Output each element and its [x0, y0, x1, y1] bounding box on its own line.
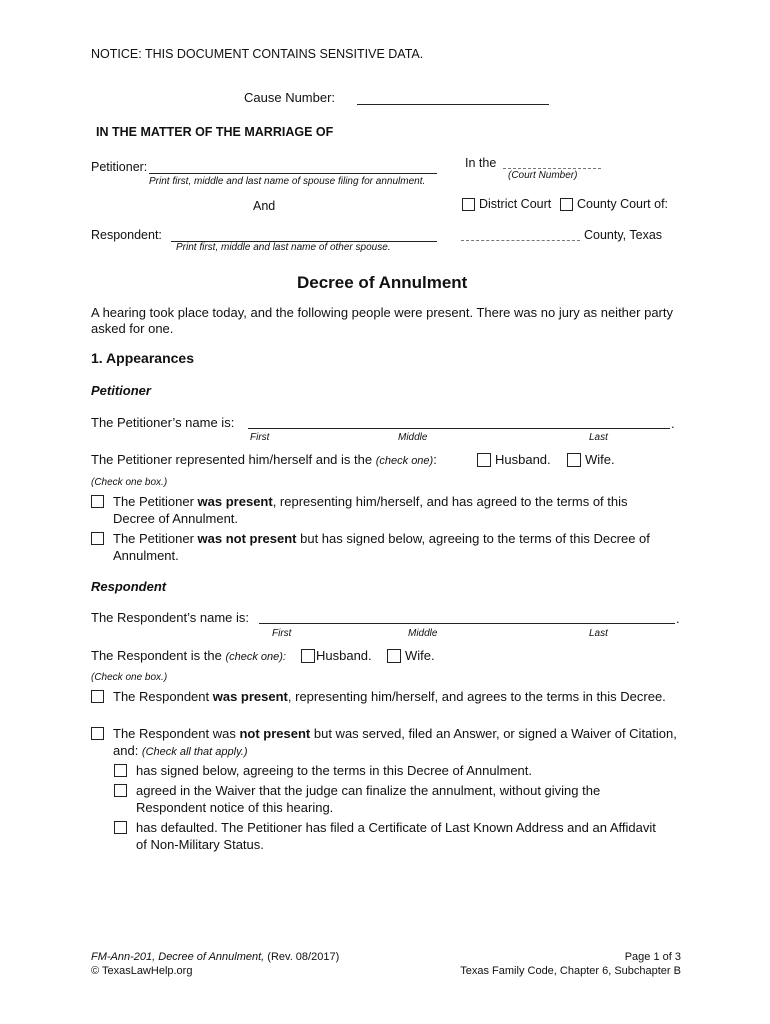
petitioner-present-text-pre: The Petitioner	[113, 494, 198, 509]
respondent-full-name-field[interactable]	[259, 623, 675, 624]
county-field[interactable]	[461, 240, 580, 241]
petitioner-colon: :	[433, 452, 437, 467]
county-court-label: County Court of:	[577, 197, 669, 211]
petitioner-last-label: Last	[589, 432, 608, 443]
footer-form-id-line	[91, 951, 339, 963]
petitioner-present-option	[113, 493, 673, 527]
petitioner-heading: Petitioner	[91, 383, 151, 398]
petitioner-full-name-field[interactable]	[248, 428, 670, 429]
petitioner-not-present-option	[113, 530, 678, 564]
respondent-hint: Print first, middle and last name of other spouse.	[176, 242, 391, 253]
petitioner-name-field[interactable]	[149, 173, 437, 174]
footer-form-id: FM-Ann-201, Decree of Annulment,	[91, 951, 265, 963]
petitioner-present-text-bold: was present	[197, 494, 273, 509]
respondent-name-period: .	[676, 611, 680, 626]
petitioner-name-period: .	[671, 416, 675, 431]
respondent-not-present-checkbox[interactable]	[91, 727, 104, 740]
in-the-label: In the	[465, 156, 497, 170]
petitioner-represented-line	[91, 452, 437, 467]
respondent-present-text-post: , representing him/herself, and agrees to the terms in this Decree.	[287, 689, 666, 704]
respondent-present-option	[113, 688, 673, 705]
petitioner-name-label: The Petitioner’s name is:	[91, 415, 235, 430]
respondent-last-label: Last	[589, 628, 608, 639]
respondent-waiver-option: agreed in the Waiver that the judge can finalize the annulment, without giving the Respondent notice of this hearing.	[136, 783, 601, 815]
district-court-label: District Court	[479, 197, 552, 211]
respondent-label: Respondent:	[91, 228, 162, 242]
respondent-is-the-label: The Respondent is the	[91, 648, 222, 663]
petitioner-present-checkbox[interactable]	[91, 495, 104, 508]
respondent-middle-label: Middle	[408, 628, 438, 639]
document-title: Decree of Annulment	[297, 273, 468, 292]
respondent-check-one-inline: (check one):	[225, 651, 286, 663]
respondent-wife-label: Wife.	[405, 648, 435, 663]
respondent-first-label: First	[272, 628, 292, 639]
petitioner-present-text-post: , representing him/herself, and has agreed to the terms of this Decree of Annulment.	[113, 494, 628, 526]
footer-code-reference: Texas Family Code, Chapter 6, Subchapter B	[460, 965, 681, 977]
respondent-check-one-box-hint: (Check one box.)	[91, 672, 168, 683]
petitioner-first-label: First	[250, 432, 270, 443]
district-court-checkbox[interactable]	[462, 198, 475, 211]
petitioner-husband-checkbox[interactable]	[477, 453, 491, 467]
petitioner-not-present-checkbox[interactable]	[91, 532, 104, 545]
respondent-present-text-pre: The Respondent	[113, 689, 213, 704]
respondent-not-present-text-pre: The Respondent was	[113, 726, 240, 741]
petitioner-not-present-text-post: but has signed below, agreeing to the terms of this Decree of Annulment.	[113, 531, 650, 563]
county-court-checkbox[interactable]	[560, 198, 573, 211]
and-label: And	[253, 199, 276, 213]
petitioner-wife-label: Wife.	[585, 452, 615, 467]
petitioner-not-present-text-bold: was not present	[197, 531, 297, 546]
respondent-husband-label: Husband.	[316, 648, 372, 663]
respondent-check-all-hint: (Check all that apply.)	[141, 746, 248, 758]
respondent-is-the-line	[91, 648, 286, 663]
respondent-signed-option: has signed below, agreeing to the terms in this Decree of Annulment.	[136, 763, 533, 778]
petitioner-check-one-box-hint: (Check one box.)	[91, 477, 168, 488]
petitioner-wife-checkbox[interactable]	[567, 453, 581, 467]
petitioner-hint: Print first, middle and last name of spouse filing for annulment.	[149, 176, 426, 187]
cause-number-field[interactable]	[357, 104, 549, 105]
respondent-heading: Respondent	[91, 579, 167, 594]
respondent-husband-checkbox[interactable]	[301, 649, 315, 663]
respondent-not-present-text-post: but was served, filed an Answer, or signed a Waiver of Citation, and:	[113, 726, 677, 758]
footer-page-number: Page 1 of 3	[624, 951, 681, 963]
petitioner-represented-label: The Petitioner represented him/herself and is the	[91, 452, 373, 467]
court-number-field[interactable]	[503, 168, 601, 169]
section-appearances-heading: 1. Appearances	[91, 350, 194, 366]
respondent-not-present-text-bold: not present	[239, 726, 311, 741]
respondent-present-checkbox[interactable]	[91, 690, 104, 703]
court-number-hint: (Court Number)	[508, 170, 578, 181]
petitioner-husband-label: Husband.	[495, 452, 551, 467]
petitioner-label: Petitioner:	[91, 160, 148, 174]
matter-heading: IN THE MATTER OF THE MARRIAGE OF	[96, 125, 334, 139]
footer-copyright: © TexasLawHelp.org	[91, 965, 193, 977]
respondent-present-text-bold: was present	[212, 689, 288, 704]
respondent-wife-checkbox[interactable]	[387, 649, 401, 663]
respondent-not-present-option	[113, 725, 678, 761]
petitioner-check-one-inline: (check one)	[375, 455, 434, 467]
respondent-defaulted-checkbox[interactable]	[114, 821, 127, 834]
footer-rev: (Rev. 08/2017)	[264, 951, 340, 963]
respondent-defaulted-option: has defaulted. The Petitioner has filed a Certificate of Last Known Address and an Affidavit of Non-Military Status.	[136, 820, 656, 852]
cause-number-label: Cause Number:	[244, 90, 336, 105]
county-texas-label: County, Texas	[584, 228, 663, 242]
respondent-signed-checkbox[interactable]	[114, 764, 127, 777]
sensitive-notice: NOTICE: THIS DOCUMENT CONTAINS SENSITIVE DATA.	[91, 47, 424, 61]
petitioner-middle-label: Middle	[398, 432, 428, 443]
petitioner-not-present-text-pre: The Petitioner	[113, 531, 198, 546]
respondent-name-label: The Respondent’s name is:	[91, 610, 250, 625]
intro-paragraph: A hearing took place today, and the following people were present. There was no jury as neither party asked for one.	[91, 305, 673, 336]
respondent-waiver-checkbox[interactable]	[114, 784, 127, 797]
